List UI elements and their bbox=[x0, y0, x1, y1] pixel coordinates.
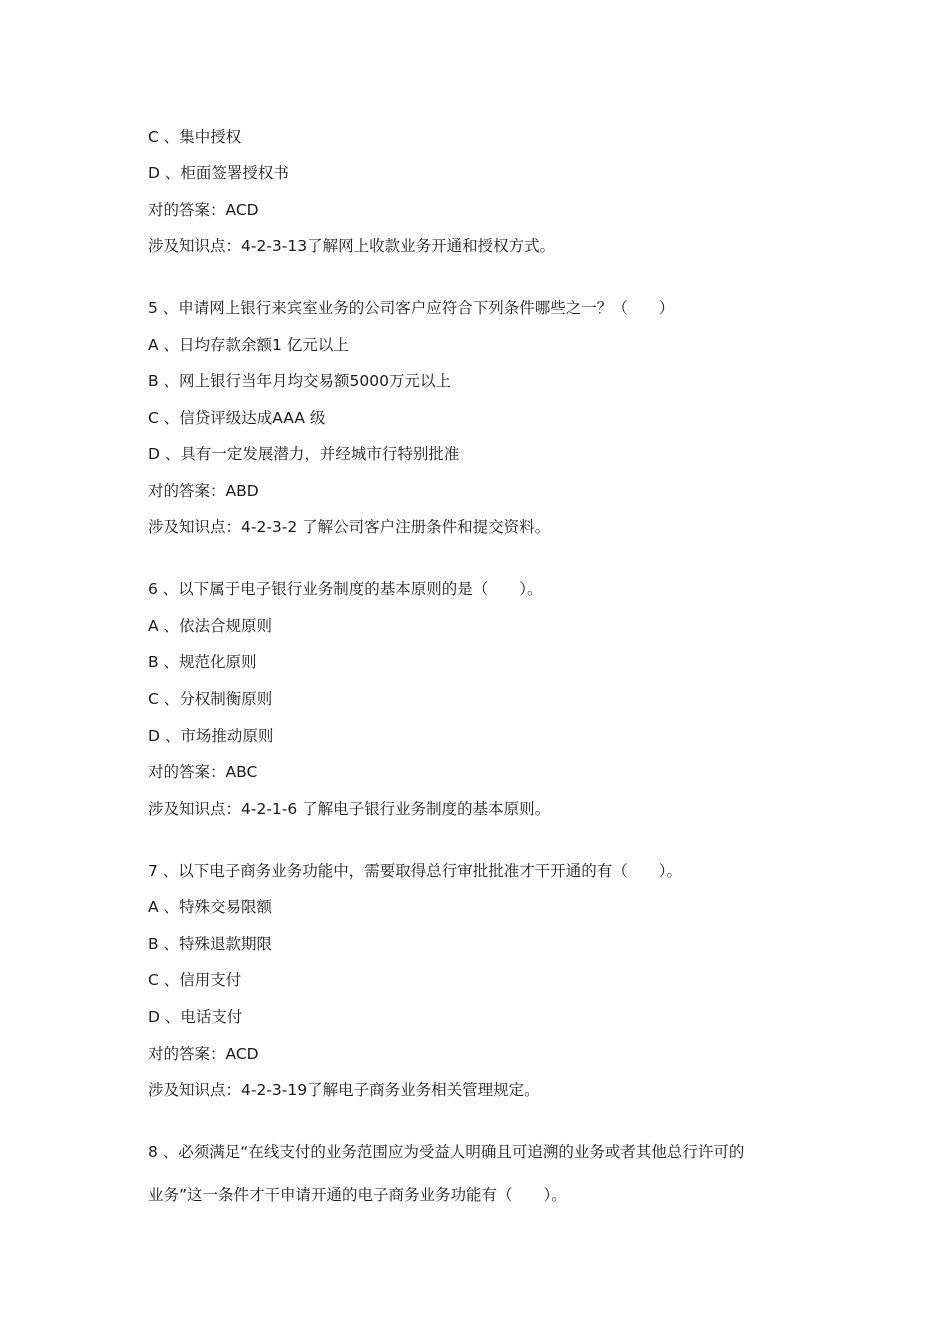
knowledge-point: 涉及知识点：4-2-1-6 了解电子银行业务制度的基本原则。 bbox=[148, 800, 551, 818]
knowledge-point: 涉及知识点：4-2-3-2 了解公司客户注册条件和提交资料。 bbox=[148, 518, 551, 536]
question-7: 7 、以下电子商务业务功能中，需要取得总行审批批准才干开通的有（ ）。 bbox=[148, 862, 683, 880]
option-b: B 、网上银行当年月均交易额5000万元以上 bbox=[148, 372, 452, 390]
answer: 对的答案：ABC bbox=[148, 763, 258, 781]
question-5: 5 、申请网上银行来宾室业务的公司客户应符合下列条件哪些之一？（ ） bbox=[148, 299, 675, 317]
option-d: D 、市场推动原则 bbox=[148, 727, 274, 745]
option-d: D 、具有一定发展潜力，并经城市行特别批准 bbox=[148, 445, 460, 463]
option-c: C 、分权制衡原则 bbox=[148, 690, 273, 708]
knowledge-point: 涉及知识点：4-2-3-13了解网上收款业务开通和授权方式。 bbox=[148, 237, 556, 255]
option-a: A 、日均存款余额1 亿元以上 bbox=[148, 336, 349, 354]
option-b: B 、规范化原则 bbox=[148, 653, 257, 671]
option-a: A 、特殊交易限额 bbox=[148, 898, 273, 916]
question-6: 6 、以下属于电子银行业务制度的基本原则的是（ ）。 bbox=[148, 580, 543, 598]
option-d: D 、电话支付 bbox=[148, 1008, 243, 1026]
option-c: C 、信用支付 bbox=[148, 971, 242, 989]
option-b: B 、特殊退款期限 bbox=[148, 935, 273, 953]
option-c: C 、信贷评级达成AAA 级 bbox=[148, 409, 326, 427]
answer: 对的答案：ACD bbox=[148, 1045, 259, 1063]
answer: 对的答案：ACD bbox=[148, 201, 259, 219]
option-d: D 、柜面签署授权书 bbox=[148, 164, 289, 182]
question-8: 8 、必须满足“在线支付的业务范围应为受益人明确且可追溯的业务或者其他总行许可的 bbox=[148, 1143, 745, 1161]
option-a: A 、依法合规原则 bbox=[148, 617, 273, 635]
answer: 对的答案：ABD bbox=[148, 482, 259, 500]
option-c: C 、集中授权 bbox=[148, 128, 242, 146]
question-8-continued: 业务”这一条件才干申请开通的电子商务业务功能有（ ）。 bbox=[148, 1186, 567, 1204]
knowledge-point: 涉及知识点：4-2-3-19了解电子商务业务相关管理规定。 bbox=[148, 1081, 540, 1099]
